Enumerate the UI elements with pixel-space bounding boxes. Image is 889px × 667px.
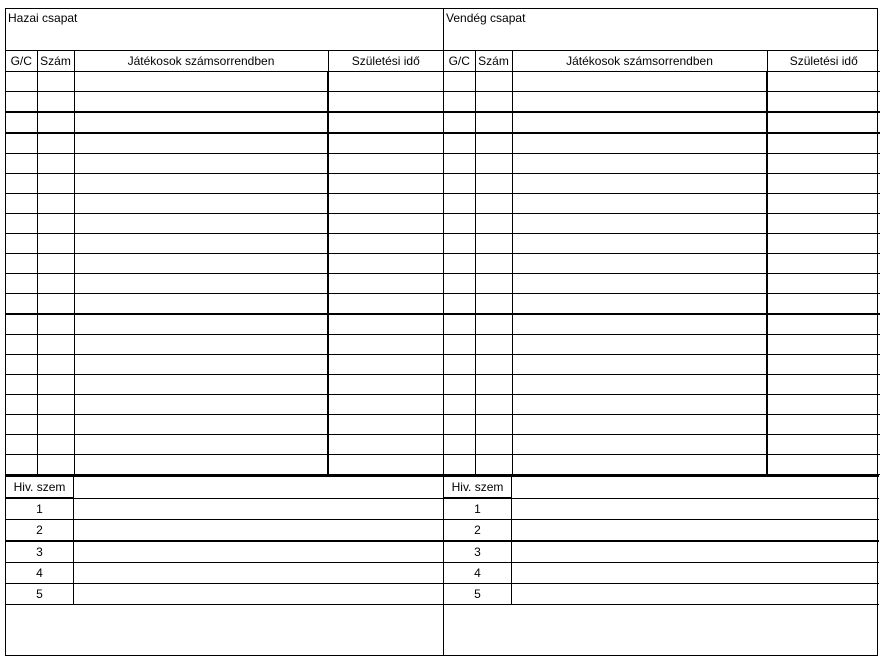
home-player-name-cell[interactable] (74, 214, 328, 234)
table-row (6, 194, 443, 214)
guest-gc-cell[interactable] (444, 335, 475, 355)
home-birth-date-cell[interactable] (328, 234, 443, 254)
home-player-name-cell[interactable] (74, 415, 328, 435)
table-row (6, 455, 443, 475)
guest-player-name-cell[interactable] (512, 254, 767, 274)
table-row (444, 174, 880, 194)
guest-gc-cell[interactable] (444, 154, 475, 174)
home-number-cell[interactable] (37, 355, 74, 375)
guest-player-name-cell[interactable] (512, 294, 767, 315)
home-gc-cell[interactable] (6, 294, 37, 315)
guest-number-cell[interactable] (475, 92, 512, 113)
home-number-cell[interactable] (37, 254, 74, 274)
table-row (6, 294, 443, 315)
guest-gc-cell[interactable] (444, 294, 475, 315)
home-official-number: 3 (6, 541, 74, 563)
guest-col-number: Szám (475, 51, 512, 72)
guest-gc-cell[interactable] (444, 194, 475, 214)
home-official-name-cell[interactable] (74, 563, 444, 584)
table-row (6, 375, 443, 395)
guest-number-cell[interactable] (475, 335, 512, 355)
guest-number-cell[interactable] (475, 234, 512, 254)
home-birth-date-cell[interactable] (328, 254, 443, 274)
guest-birth-date-cell[interactable] (767, 133, 880, 154)
home-number-cell[interactable] (37, 234, 74, 254)
home-team-title-field[interactable] (6, 9, 443, 51)
home-number-cell[interactable] (37, 294, 74, 315)
guest-gc-cell[interactable] (444, 395, 475, 415)
guest-team-section (443, 9, 879, 655)
home-official-name-cell[interactable] (74, 520, 444, 542)
table-row (6, 214, 443, 234)
guest-official-number: 3 (444, 541, 512, 563)
guest-player-name-cell[interactable] (512, 72, 767, 92)
home-number-cell[interactable] (37, 314, 74, 335)
home-birth-date-cell[interactable] (328, 154, 443, 174)
table-row (6, 435, 443, 455)
home-col-gc: G/C (6, 51, 37, 72)
home-gc-cell[interactable] (6, 92, 37, 113)
home-official-number: 1 (6, 498, 74, 520)
home-number-cell[interactable] (37, 274, 74, 294)
table-row (444, 234, 880, 254)
home-gc-cell[interactable] (6, 72, 37, 92)
guest-signature-box[interactable] (444, 605, 879, 626)
home-signature-box[interactable] (6, 605, 443, 626)
home-player-name-cell[interactable] (74, 72, 328, 92)
home-player-name-cell[interactable] (74, 154, 328, 174)
home-gc-cell[interactable] (6, 435, 37, 455)
table-row (6, 72, 443, 92)
guest-officials-section (444, 475, 879, 601)
guest-birth-date-cell[interactable] (767, 174, 880, 194)
guest-player-name-cell[interactable] (512, 415, 767, 435)
home-official-name-cell[interactable] (74, 498, 444, 520)
table-row (444, 375, 880, 395)
table-row (6, 112, 443, 133)
guest-birth-date-cell[interactable] (767, 92, 880, 113)
home-birth-date-cell[interactable] (328, 395, 443, 415)
guest-col-players: Játékosok számsorrendben (512, 51, 767, 72)
home-number-cell[interactable] (37, 335, 74, 355)
guest-birth-date-cell[interactable] (767, 335, 880, 355)
guest-team-label: Vendég csapat (446, 11, 526, 25)
guest-gc-cell[interactable] (444, 254, 475, 274)
home-gc-cell[interactable] (6, 194, 37, 214)
home-birth-date-cell[interactable] (328, 455, 443, 475)
table-row (444, 395, 880, 415)
table-row (444, 335, 880, 355)
home-official-name-cell[interactable] (74, 584, 444, 605)
guest-gc-cell[interactable] (444, 112, 475, 133)
home-player-name-cell[interactable] (74, 133, 328, 154)
table-row (444, 133, 880, 154)
guest-number-cell[interactable] (475, 174, 512, 194)
match-sheet (5, 8, 878, 656)
guest-player-name-cell[interactable] (512, 174, 767, 194)
guest-official-number: 2 (444, 520, 512, 542)
home-officials-header-blank (74, 477, 444, 498)
table-row (6, 92, 443, 113)
guest-birth-date-cell[interactable] (767, 294, 880, 315)
home-number-cell[interactable] (37, 435, 74, 455)
home-number-cell[interactable] (37, 375, 74, 395)
guest-number-cell[interactable] (475, 395, 512, 415)
home-officials-section (6, 475, 443, 601)
guest-birth-date-cell[interactable] (767, 154, 880, 174)
guest-col-gc: G/C (444, 51, 475, 72)
guest-number-cell[interactable] (475, 435, 512, 455)
guest-birth-date-cell[interactable] (767, 72, 880, 92)
table-row (444, 274, 880, 294)
home-number-cell[interactable] (37, 415, 74, 435)
list-item (6, 541, 443, 563)
home-gc-cell[interactable] (6, 112, 37, 133)
guest-official-name-cell[interactable] (512, 498, 880, 520)
guest-player-name-cell[interactable] (512, 133, 767, 154)
guest-player-name-cell[interactable] (512, 435, 767, 455)
home-number-cell[interactable] (37, 154, 74, 174)
home-official-number: 5 (6, 584, 74, 605)
guest-number-cell[interactable] (475, 72, 512, 92)
guest-number-cell[interactable] (475, 214, 512, 234)
guest-officials-header-label: Hiv. szem (444, 477, 512, 498)
home-birth-date-cell[interactable] (328, 133, 443, 154)
list-item (6, 584, 443, 605)
home-officials-table (6, 477, 443, 625)
home-birth-date-cell[interactable] (328, 194, 443, 214)
home-birth-date-cell[interactable] (328, 92, 443, 113)
home-officials-footer[interactable] (6, 605, 443, 626)
table-row (444, 194, 880, 214)
guest-player-name-cell[interactable] (512, 395, 767, 415)
guest-birth-date-cell[interactable] (767, 455, 880, 475)
home-gc-cell[interactable] (6, 415, 37, 435)
home-gc-cell[interactable] (6, 455, 37, 475)
guest-player-name-cell[interactable] (512, 375, 767, 395)
guest-birth-date-cell[interactable] (767, 314, 880, 335)
home-birth-date-cell[interactable] (328, 314, 443, 335)
home-number-cell[interactable] (37, 112, 74, 133)
list-item (6, 520, 443, 542)
home-official-name-cell[interactable] (74, 541, 444, 563)
home-gc-cell[interactable] (6, 395, 37, 415)
home-team-section (6, 9, 443, 655)
home-gc-cell[interactable] (6, 335, 37, 355)
table-row (6, 154, 443, 174)
table-row (6, 133, 443, 154)
guest-roster-table (444, 51, 880, 475)
table-row (444, 435, 880, 455)
home-player-name-cell[interactable] (74, 274, 328, 294)
guest-player-name-cell[interactable] (512, 234, 767, 254)
home-col-players: Játékosok számsorrendben (74, 51, 328, 72)
home-birth-date-cell[interactable] (328, 112, 443, 133)
table-row (6, 234, 443, 254)
guest-official-number: 1 (444, 498, 512, 520)
guest-gc-cell[interactable] (444, 174, 475, 194)
home-number-cell[interactable] (37, 92, 74, 113)
guest-birth-date-cell[interactable] (767, 415, 880, 435)
guest-gc-cell[interactable] (444, 314, 475, 335)
guest-player-name-cell[interactable] (512, 314, 767, 335)
guest-gc-cell[interactable] (444, 274, 475, 294)
table-row (6, 335, 443, 355)
guest-number-cell[interactable] (475, 112, 512, 133)
guest-number-cell[interactable] (475, 314, 512, 335)
home-number-cell[interactable] (37, 194, 74, 214)
guest-birth-date-cell[interactable] (767, 375, 880, 395)
guest-team-title-field[interactable] (444, 9, 879, 51)
home-roster-header (6, 51, 443, 72)
home-player-name-cell[interactable] (74, 375, 328, 395)
home-gc-cell[interactable] (6, 355, 37, 375)
list-item (444, 541, 879, 563)
home-official-number: 4 (6, 563, 74, 584)
guest-number-cell[interactable] (475, 194, 512, 214)
table-row (444, 254, 880, 274)
home-number-cell[interactable] (37, 455, 74, 475)
list-item (6, 563, 443, 584)
guest-official-number: 5 (444, 584, 512, 605)
home-player-name-cell[interactable] (74, 335, 328, 355)
table-row (444, 415, 880, 435)
home-player-name-cell[interactable] (74, 234, 328, 254)
guest-birth-date-cell[interactable] (767, 274, 880, 294)
guest-roster-header (444, 51, 880, 72)
guest-number-cell[interactable] (475, 154, 512, 174)
home-roster-table (6, 51, 443, 475)
guest-official-name-cell[interactable] (512, 541, 880, 563)
home-birth-date-cell[interactable] (328, 214, 443, 234)
guest-number-cell[interactable] (475, 254, 512, 274)
home-col-birth: Születési idő (328, 51, 443, 72)
guest-birth-date-cell[interactable] (767, 234, 880, 254)
guest-gc-cell[interactable] (444, 375, 475, 395)
table-row (444, 92, 880, 113)
home-player-name-cell[interactable] (74, 395, 328, 415)
guest-number-cell[interactable] (475, 375, 512, 395)
home-officials-header (6, 477, 443, 498)
table-row (6, 254, 443, 274)
home-birth-date-cell[interactable] (328, 355, 443, 375)
table-row (6, 355, 443, 375)
home-player-name-cell[interactable] (74, 435, 328, 455)
guest-gc-cell[interactable] (444, 415, 475, 435)
guest-player-name-cell[interactable] (512, 335, 767, 355)
home-player-name-cell[interactable] (74, 194, 328, 214)
home-gc-cell[interactable] (6, 133, 37, 154)
home-number-cell[interactable] (37, 214, 74, 234)
guest-gc-cell[interactable] (444, 435, 475, 455)
home-player-name-cell[interactable] (74, 294, 328, 315)
home-player-name-cell[interactable] (74, 112, 328, 133)
table-row (6, 174, 443, 194)
guest-birth-date-cell[interactable] (767, 395, 880, 415)
home-birth-date-cell[interactable] (328, 415, 443, 435)
table-row (444, 214, 880, 234)
guest-number-cell[interactable] (475, 415, 512, 435)
table-row (6, 395, 443, 415)
guest-player-name-cell[interactable] (512, 112, 767, 133)
home-gc-cell[interactable] (6, 154, 37, 174)
guest-col-birth: Születési idő (767, 51, 880, 72)
table-row (444, 314, 880, 335)
home-gc-cell[interactable] (6, 254, 37, 274)
guest-number-cell[interactable] (475, 294, 512, 315)
list-item (6, 498, 443, 520)
guest-player-name-cell[interactable] (512, 92, 767, 113)
home-birth-date-cell[interactable] (328, 335, 443, 355)
guest-birth-date-cell[interactable] (767, 435, 880, 455)
table-row (444, 72, 880, 92)
guest-birth-date-cell[interactable] (767, 214, 880, 234)
home-birth-date-cell[interactable] (328, 72, 443, 92)
list-item (444, 584, 879, 605)
list-item (444, 520, 879, 542)
guest-player-name-cell[interactable] (512, 194, 767, 214)
table-row (6, 415, 443, 435)
home-official-number: 2 (6, 520, 74, 542)
home-gc-cell[interactable] (6, 314, 37, 335)
home-number-cell[interactable] (37, 395, 74, 415)
table-row (444, 455, 880, 475)
home-player-name-cell[interactable] (74, 92, 328, 113)
guest-player-name-cell[interactable] (512, 274, 767, 294)
home-player-name-cell[interactable] (74, 355, 328, 375)
table-row (444, 154, 880, 174)
home-gc-cell[interactable] (6, 234, 37, 254)
guest-number-cell[interactable] (475, 274, 512, 294)
guest-birth-date-cell[interactable] (767, 112, 880, 133)
home-number-cell[interactable] (37, 174, 74, 194)
home-col-number: Szám (37, 51, 74, 72)
home-birth-date-cell[interactable] (328, 435, 443, 455)
table-row (444, 355, 880, 375)
table-row (6, 314, 443, 335)
guest-gc-cell[interactable] (444, 455, 475, 475)
guest-player-name-cell[interactable] (512, 214, 767, 234)
guest-official-number: 4 (444, 563, 512, 584)
home-gc-cell[interactable] (6, 375, 37, 395)
guest-player-name-cell[interactable] (512, 154, 767, 174)
home-team-label: Hazai csapat (8, 11, 78, 25)
guest-birth-date-cell[interactable] (767, 194, 880, 214)
guest-officials-header (444, 477, 879, 498)
table-row (6, 274, 443, 294)
table-row (444, 294, 880, 315)
list-item (444, 563, 879, 584)
guest-gc-cell[interactable] (444, 72, 475, 92)
guest-number-cell[interactable] (475, 133, 512, 154)
guest-officials-footer[interactable] (444, 605, 879, 626)
table-row (444, 112, 880, 133)
guest-gc-cell[interactable] (444, 355, 475, 375)
home-birth-date-cell[interactable] (328, 375, 443, 395)
guest-number-cell[interactable] (475, 355, 512, 375)
home-gc-cell[interactable] (6, 214, 37, 234)
guest-player-name-cell[interactable] (512, 355, 767, 375)
home-player-name-cell[interactable] (74, 455, 328, 475)
home-number-cell[interactable] (37, 72, 74, 92)
home-birth-date-cell[interactable] (328, 274, 443, 294)
home-officials-header-label: Hiv. szem (6, 477, 74, 498)
guest-official-name-cell[interactable] (512, 563, 880, 584)
home-player-name-cell[interactable] (74, 174, 328, 194)
guest-birth-date-cell[interactable] (767, 355, 880, 375)
home-player-name-cell[interactable] (74, 254, 328, 274)
guest-officials-table (444, 477, 879, 625)
guest-gc-cell[interactable] (444, 214, 475, 234)
home-player-name-cell[interactable] (74, 314, 328, 335)
home-gc-cell[interactable] (6, 174, 37, 194)
guest-officials-header-blank (512, 477, 880, 498)
guest-gc-cell[interactable] (444, 92, 475, 113)
home-gc-cell[interactable] (6, 274, 37, 294)
home-birth-date-cell[interactable] (328, 294, 443, 315)
list-item (444, 498, 879, 520)
guest-number-cell[interactable] (475, 455, 512, 475)
home-birth-date-cell[interactable] (328, 174, 443, 194)
guest-gc-cell[interactable] (444, 133, 475, 154)
guest-official-name-cell[interactable] (512, 520, 880, 542)
guest-gc-cell[interactable] (444, 234, 475, 254)
guest-birth-date-cell[interactable] (767, 254, 880, 274)
guest-player-name-cell[interactable] (512, 455, 767, 475)
guest-official-name-cell[interactable] (512, 584, 880, 605)
home-number-cell[interactable] (37, 133, 74, 154)
